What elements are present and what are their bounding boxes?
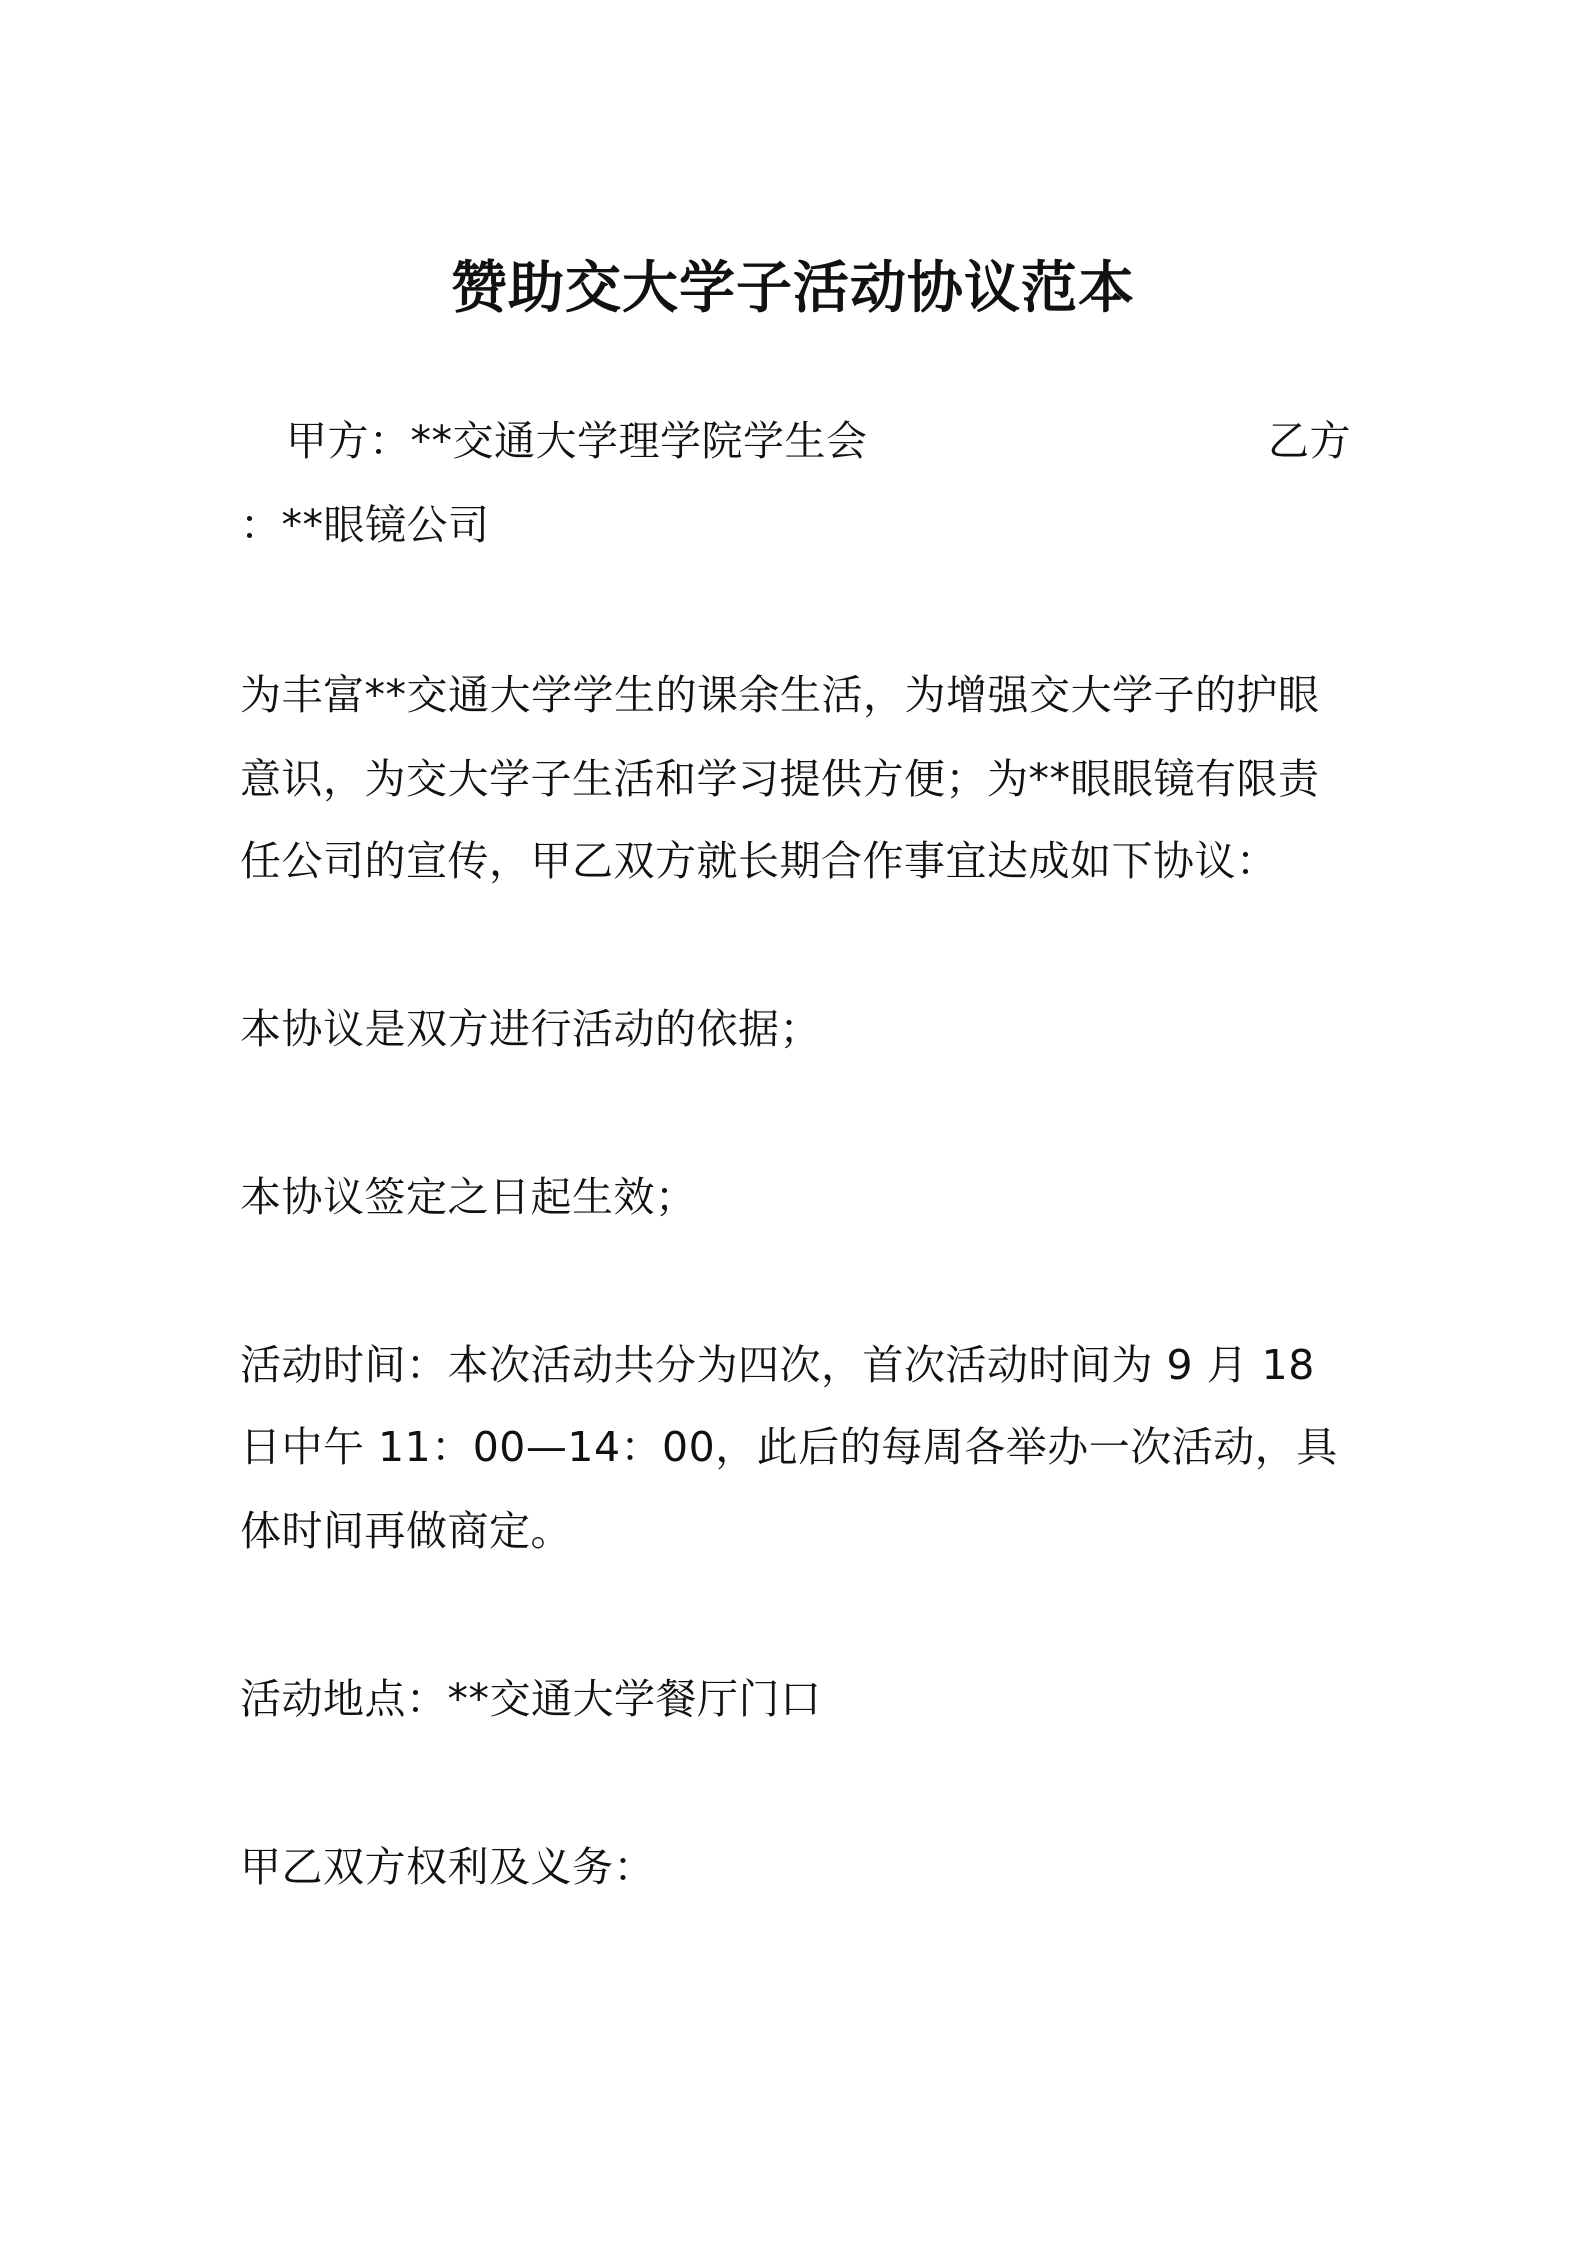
purpose-paragraph-line: 意识，为交大学子生活和学习提供方便；为**眼眼镜有限责 <box>240 755 1320 803</box>
activity-time-paragraph-line: 活动时间：本次活动共分为四次，首次活动时间为 9 月 18 <box>240 1341 1315 1389</box>
purpose-paragraph-line: 为丰富**交通大学学生的课余生活，为增强交大学子的护眼 <box>240 671 1320 719</box>
activity-time-paragraph-line: 日中午 11：00—14：00，此后的每周各举办一次活动，具 <box>240 1423 1338 1471</box>
effective-paragraph: 本协议签定之日起生效； <box>240 1173 697 1221</box>
party-b-label: 乙方 <box>1268 417 1351 465</box>
party-a-line: 甲方：**交通大学理学院学生会 <box>286 417 868 465</box>
activity-location-paragraph: 活动地点：**交通大学餐厅门口 <box>240 1675 822 1723</box>
document-title: 赞助交大学子活动协议范本 <box>451 256 1135 321</box>
basis-paragraph: 本协议是双方进行活动的依据； <box>240 1005 821 1053</box>
rights-obligations-heading: 甲乙双方权利及义务： <box>240 1843 655 1891</box>
party-b-line: ：**眼镜公司 <box>240 501 490 549</box>
activity-time-paragraph-line: 体时间再做商定。 <box>240 1507 572 1555</box>
purpose-paragraph-line: 任公司的宣传，甲乙双方就长期合作事宜达成如下协议： <box>240 837 1278 885</box>
